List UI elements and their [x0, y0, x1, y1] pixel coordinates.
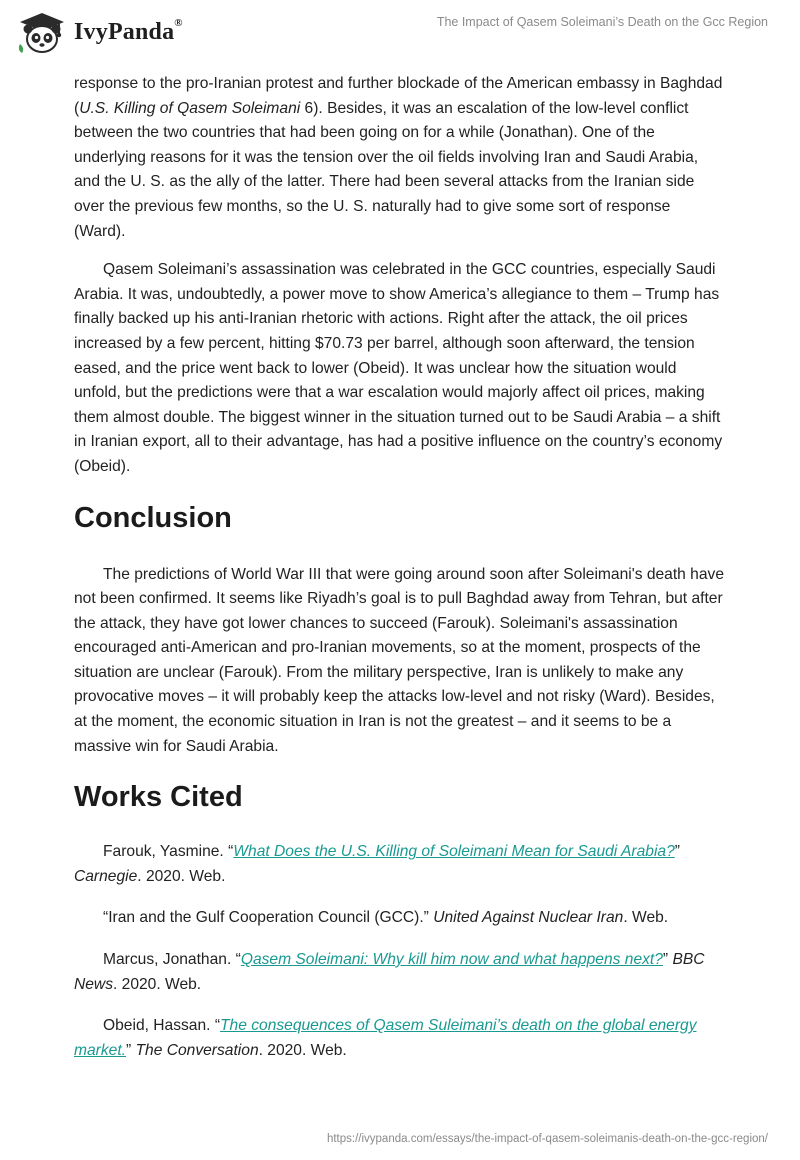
citation-uani: “Iran and the Gulf Cooperation Council (GCC).” United Against Nuclear Iran. Web. [103, 909, 669, 927]
works-cited-heading: Works Cited [74, 781, 243, 814]
conclusion-paragraph: The predictions of World War III that were going around soon after Soleimani's death have not been confirmed. It seems like Riyadh’s goal is to pull Baghdad away from Tehran, but after the attack, they have got lower chances to succeed (Farouk). Soleimani's assassination encouraged anti-American and pro-Iranian movements, so at the moment, prospects of the situation are unclear (Farouk). From the military perspective, Iran is unlikely to make any provocative moves – it will probably keep the attacks low-level and not risky (Ward). Besides, at the moment, the economic situation in Iran is not the greatest – and it seems to be a massive win for Saudi Arabia. [74, 565, 725, 755]
conclusion-heading: Conclusion [74, 501, 232, 534]
paragraph-1: response to the pro-Iranian protest and further blockade of the American embassy in Baghdad (U.S. Killing of Qasem Soleimani 6). Besides, it was an escalation of the low-level conflict between the two countries that had been going on for a while (Jonathan). One of the underlying reasons for it was the tension over the oil fields involving Iran and Saudi Arabia, and the U. S. as the ally of the latter. There had been several attacks from the Iranian side over the previous few months, so the U. S. naturally had to give some sort of response (Ward). [74, 75, 723, 240]
brand-name: IvyPanda® [74, 16, 183, 45]
citation-link[interactable]: What Does the U.S. Killing of Soleimani Mean for Saudi Arabia? [233, 843, 675, 861]
citation-farouk: Farouk, Yasmine. “What Does the U.S. Killing of Soleimani Mean for Saudi Arabia?” Carnegie. 2020. Web. [74, 843, 680, 885]
citation-link[interactable]: The consequences of Qasem Suleimani’s death on the global energy market. [74, 1017, 697, 1059]
citation-link[interactable]: Qasem Soleimani: Why kill him now and what happens next? [240, 951, 663, 969]
citation-marcus: Marcus, Jonathan. “Qasem Soleimani: Why kill him now and what happens next?” BBC News. 2020. Web. [74, 951, 705, 993]
source-url: https://ivypanda.com/essays/the-impact-of-qasem-soleimanis-death-on-the-gcc-region/ [326, 1133, 768, 1145]
document-title: The Impact of Qasem Soleimani’s Death on the Gcc Region [436, 15, 768, 29]
essay-content [74, 72, 724, 1063]
citation-obeid: Obeid, Hassan. “The consequences of Qasem Suleimani’s death on the global energy market.” The Conversation. 2020. Web. [74, 1017, 697, 1059]
paragraph-2: Qasem Soleimani’s assassination was celebrated in the GCC countries, especially Saudi Arabia. It was, undoubtedly, a power move to show America’s allegiance to them – Trump has finally backed up his anti-Iranian rhetoric with actions. Right after the attack, the oil prices increased by a few percent, hitting $70.73 per barrel, although soon afterward, the tension eased, and the price went back to lower (Obeid). It was unclear how the situation would unfold, but the predictions were that a war escalation would majorly affect oil prices, making them almost double. The biggest winner in the situation turned out to be Saudi Arabia – a shift in Iranian export, all to their advantage, has had a positive influence on the country’s economy (Obeid). [74, 261, 723, 475]
page-header [0, 0, 800, 70]
ivypanda-logo[interactable] [16, 10, 183, 54]
works-cited-list [74, 840, 724, 1063]
panda-graduate-icon [16, 10, 68, 54]
